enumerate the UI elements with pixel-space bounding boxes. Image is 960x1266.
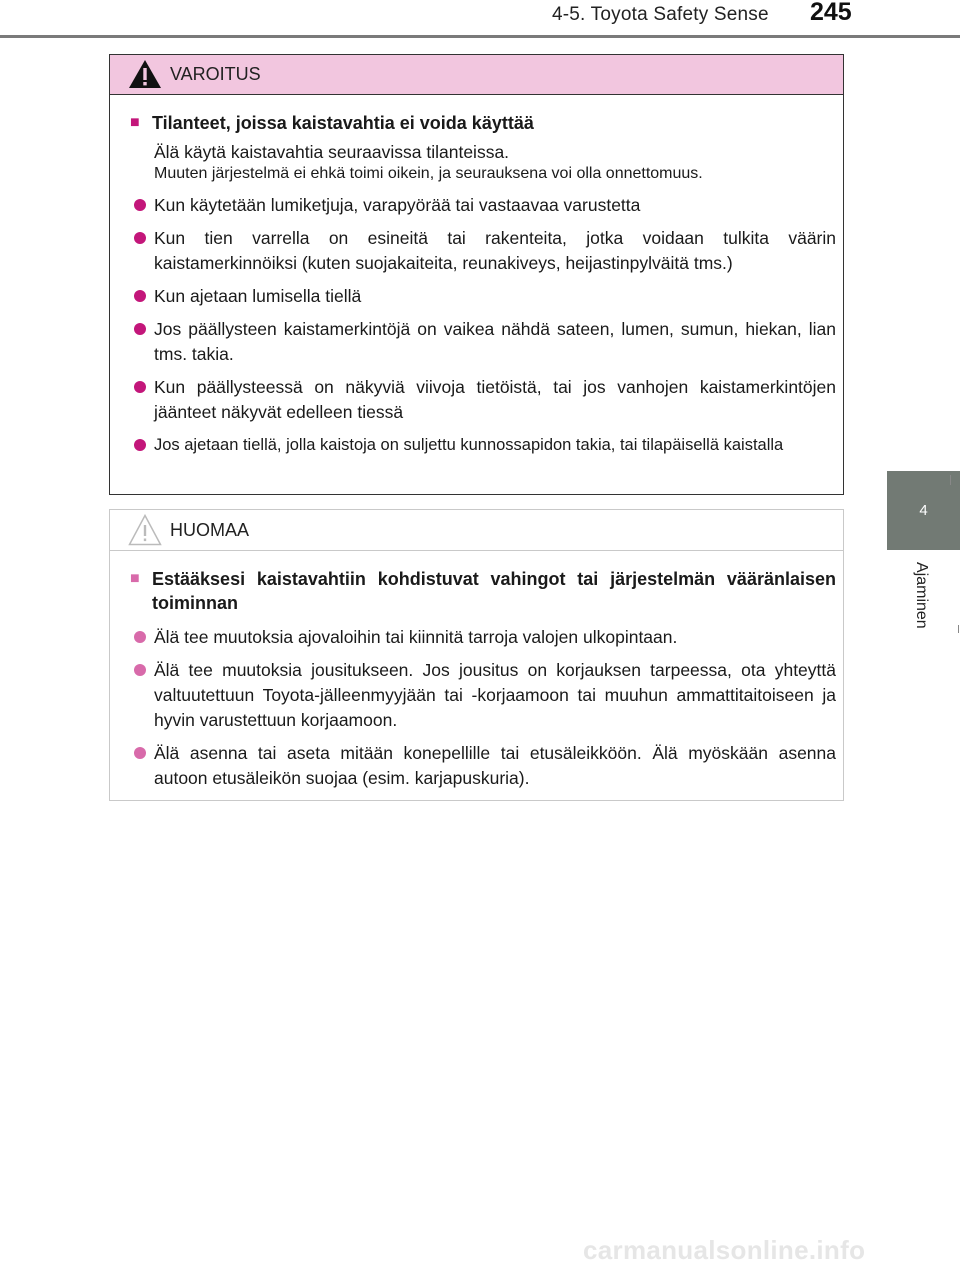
bullet-dot-icon	[134, 199, 146, 211]
warning-intro-2: Muuten järjestelmä ei ehkä toimi oikein, ja seurauksena voi olla onnettomuus.	[154, 165, 703, 182]
warning-intro: Älä käytä kaistavahtia seuraavissa tilanteissa.	[154, 142, 510, 162]
page-number: 245	[810, 0, 852, 26]
warning-box	[109, 54, 844, 495]
bullet-dot-icon	[134, 664, 146, 676]
warning-title: VAROITUS	[170, 64, 261, 84]
watermark: carmanualsonline.info	[583, 1235, 866, 1265]
notice-body	[110, 551, 843, 791]
warning-header	[110, 55, 843, 95]
header-section-title: 4-5. Toyota Safety Sense	[552, 4, 769, 25]
warning-section-title	[130, 111, 836, 135]
notice-header	[110, 510, 843, 551]
list-item-text: Älä tee muutoksia ajovaloihin tai kiinnitä tarroja valojen ulkopintaan.	[154, 627, 678, 647]
square-bullet-icon: ■	[130, 114, 140, 131]
list-item-text: Kun käytetään lumiketjuja, varapyörää tai vastaavaa varustetta	[154, 195, 641, 215]
bullet-dot-icon	[134, 439, 146, 451]
square-bullet-icon: ■	[130, 570, 140, 587]
chapter-label-wrap	[910, 562, 930, 652]
chapter-tab[interactable]: 4	[887, 471, 960, 550]
bullet-dot-icon	[134, 381, 146, 393]
bullet-dot-icon	[134, 290, 146, 302]
bullet-dot-icon	[134, 323, 146, 335]
list-item	[130, 658, 836, 733]
list-item	[130, 226, 836, 276]
notice-list	[130, 625, 836, 791]
crop-mark	[958, 625, 959, 633]
bullet-dot-icon	[134, 747, 146, 759]
bullet-dot-icon	[134, 232, 146, 244]
list-item-text: Kun ajetaan lumisella tiellä	[154, 286, 362, 306]
list-item-text: Älä tee muutoksia jousitukseen. Jos jousitus on korjauksen tarpeessa, ota yhteyttä valtuutettuun Toyota-jälleenmyyjään tai -korjaamoon tai muuhun ammattitaitoiseen ja hyvin varustettuun korjaamoon.	[154, 660, 836, 730]
list-item	[130, 193, 836, 218]
list-item	[130, 375, 836, 425]
warning-section-title-text: Tilanteet, joissa kaistavahtia ei voida käyttää	[152, 113, 534, 133]
warning-list	[130, 193, 836, 458]
warning-body	[110, 95, 843, 458]
notice-section-title-text: Estääksesi kaistavahtiin kohdistuvat vahingot tai järjestelmän vääränlaisen toiminnan	[152, 569, 836, 613]
list-item-text: Jos päällysteen kaistamerkintöjä on vaikea nähdä sateen, lumen, sumun, hiekan, lian tms. takia.	[154, 319, 836, 364]
notice-box	[109, 509, 844, 801]
warning-triangle-icon	[128, 59, 162, 89]
list-item-text: Jos ajetaan tiellä, jolla kaistoja on suljettu kunnossapidon takia, tai tilapäisellä kaistalla	[154, 436, 784, 454]
crop-mark	[950, 475, 951, 485]
header-rule	[0, 35, 960, 38]
list-item	[130, 317, 836, 367]
notice-title: HUOMAA	[170, 519, 250, 540]
list-item-text: Kun päällysteessä on näkyviä viivoja tietöistä, tai jos vanhojen kaistamerkintöjen jäänteet näkyvät edelleen tiessä	[154, 377, 836, 422]
list-item	[130, 433, 836, 458]
notice-section-title	[130, 567, 836, 615]
chapter-label: Ajaminen	[913, 562, 930, 629]
list-item	[130, 625, 836, 650]
list-item	[130, 741, 836, 791]
bullet-dot-icon	[134, 631, 146, 643]
list-item-text: Kun tien varrella on esineitä tai rakenteita, jotka voidaan tulkita väärin kaistamerkinnöiksi (kuten suojakaiteita, reunakiveys, heijastinpylväitä tms.)	[154, 228, 836, 273]
caution-triangle-icon	[128, 514, 162, 546]
list-item-text: Älä asenna tai aseta mitään konepellille tai etusäleikköön. Älä myöskään asenna autoon etusäleikön suojaa (esim. karjapuskuria).	[154, 743, 836, 788]
list-item	[130, 284, 836, 309]
